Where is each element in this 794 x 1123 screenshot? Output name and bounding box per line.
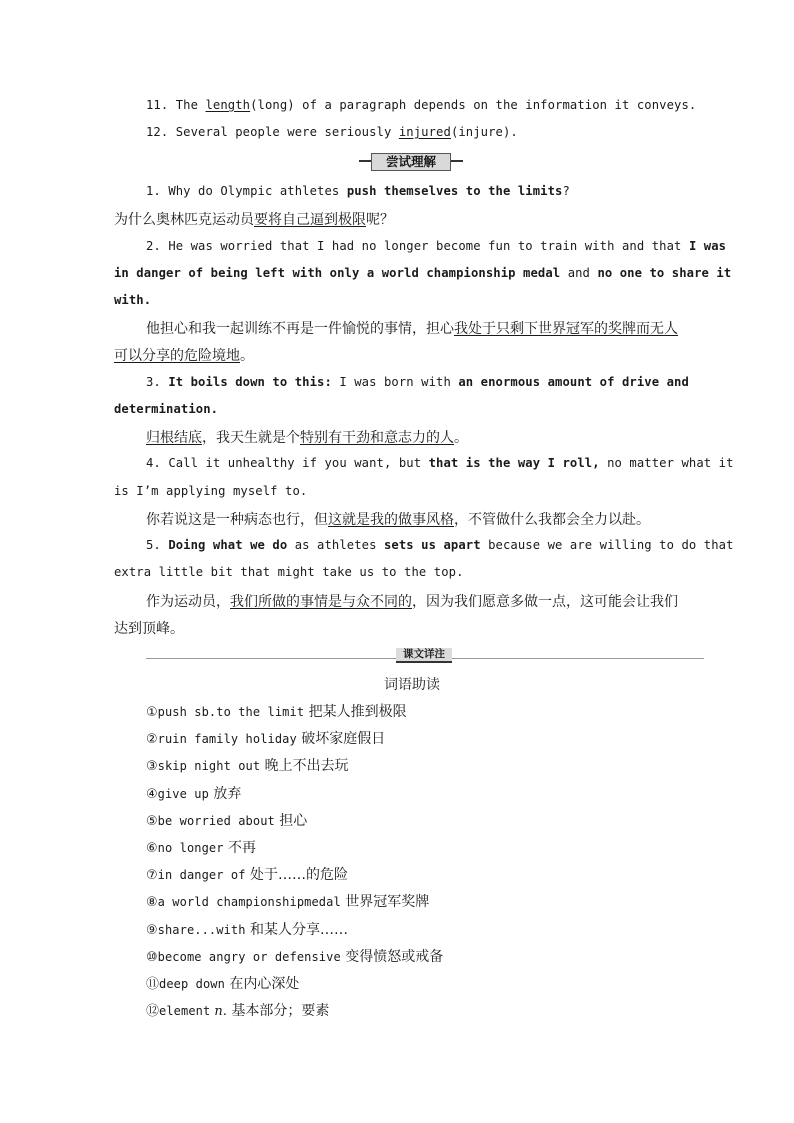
translation-key-phrase: 归根结底 xyxy=(146,430,202,446)
translation-key-phrase: 特别有干劲和意志力的人 xyxy=(300,430,454,446)
vocab-english: a world championshipmedal xyxy=(157,895,341,910)
sentence-key-phrase: in danger of being left with only a world championship medal xyxy=(114,266,561,280)
vocab-item xyxy=(146,728,385,748)
vocab-english: give up xyxy=(157,786,209,801)
item-answer: injured xyxy=(398,125,451,139)
sentence-key-phrase: push themselves to the limits xyxy=(346,184,563,198)
sentence-number: 3. xyxy=(146,375,161,389)
vocab-item xyxy=(146,1000,329,1020)
translation-1 xyxy=(114,209,394,229)
vocab-chinese: 基本部分；要素 xyxy=(226,1003,330,1020)
translation-text: 作为运动员， xyxy=(146,594,230,610)
fill-item-12 xyxy=(146,125,518,139)
sentence-4-line-2 xyxy=(114,484,307,498)
sentence-key-phrase: Doing what we do xyxy=(168,538,288,552)
vocab-chinese: 放弃 xyxy=(208,785,242,802)
vocab-english: ruin family holiday xyxy=(157,732,297,747)
sentence-key-phrase: It boils down to this: xyxy=(168,375,332,389)
sentence-key-phrase: no one to share it xyxy=(597,266,732,280)
vocab-number: ⑤ xyxy=(146,813,158,829)
vocab-number: ⑪ xyxy=(146,977,160,992)
section-tag: 课文详注 xyxy=(396,648,452,663)
vocab-item xyxy=(146,837,256,857)
vocab-number: ⑨ xyxy=(146,922,158,938)
vocab-chinese: 世界冠军奖牌 xyxy=(340,894,430,911)
translation-text: 你若说这是一种病态也行，但 xyxy=(146,512,328,528)
vocab-number: ② xyxy=(146,732,158,748)
vocab-number: ④ xyxy=(146,786,158,802)
translation-text: 为什么奥林匹克运动员 xyxy=(114,212,254,228)
vocab-chinese: 把某人推到极限 xyxy=(304,704,407,720)
item-number: 12. xyxy=(146,125,169,139)
vocab-english: no longer xyxy=(157,841,224,855)
translation-5-line-1 xyxy=(146,591,678,611)
item-number: 11. xyxy=(146,98,169,112)
vocab-item xyxy=(146,973,299,993)
sentence-text: He was worried that I had no longer become fun to train with and that xyxy=(168,239,682,253)
sentence-2-line-3 xyxy=(114,293,151,307)
vocab-item xyxy=(146,919,348,939)
translation-text: ，不管做什么我都会全力以赴。 xyxy=(454,512,650,528)
item-text: The xyxy=(175,98,199,112)
translation-key-phrase: 这就是我的做事风格 xyxy=(328,512,454,528)
vocab-item xyxy=(146,864,348,884)
sentence-text: Call it unhealthy if you want, but xyxy=(168,456,422,470)
translation-5-line-2 xyxy=(114,618,184,638)
vocab-english: share...with xyxy=(157,922,246,937)
sentence-number: 1. xyxy=(146,184,161,198)
translation-key-phrase: 我处于只剩下世界冠军的奖牌而无人 xyxy=(454,321,678,337)
vocab-number: ⑥ xyxy=(146,841,158,856)
vocab-number: ⑫ xyxy=(146,1004,160,1020)
translation-text: 呢？ xyxy=(366,212,394,228)
vocab-english: become angry or defensive xyxy=(157,949,341,964)
translation-3 xyxy=(146,427,468,447)
section-banner xyxy=(359,152,463,170)
item-text: (injure). xyxy=(450,125,518,139)
sentence-2-line-2 xyxy=(114,266,731,280)
vocab-chinese: 破坏家庭假日 xyxy=(296,731,386,748)
vocab-chinese: 和某人分享…… xyxy=(245,921,349,938)
sentence-number: 5. xyxy=(146,538,161,552)
translation-2-line-2 xyxy=(114,345,254,365)
vocab-chinese: 晚上不出去玩 xyxy=(260,758,349,775)
sentence-text: is I’m applying myself to. xyxy=(114,484,308,498)
vocab-chinese: 担心 xyxy=(274,812,308,829)
translation-key-phrase: 可以分享的危险境地 xyxy=(114,348,240,364)
vocab-english: in danger of xyxy=(157,868,246,883)
vocab-number: ⑦ xyxy=(146,868,158,884)
vocab-number: ③ xyxy=(146,759,158,775)
sentence-number: 4. xyxy=(146,456,161,470)
sentence-key-phrase: determination. xyxy=(114,402,219,416)
sentence-5-line-1 xyxy=(146,538,734,552)
vocab-item xyxy=(146,783,241,803)
sentence-key-phrase: sets us apart xyxy=(384,538,481,552)
vocab-number: ⑧ xyxy=(146,895,158,911)
vocab-pos: n. xyxy=(210,1004,227,1020)
vocab-english: element xyxy=(159,1004,211,1019)
vocab-english: push sb.to the limit xyxy=(157,705,305,719)
translation-key-phrase: 我们所做的事情是与众不同的 xyxy=(230,594,412,610)
translation-text: 他担心和我一起训练不再是一件愉悦的事情，担心 xyxy=(146,321,454,337)
vocab-english: be worried about xyxy=(157,813,275,828)
vocab-item xyxy=(146,701,407,721)
vocab-number: ① xyxy=(146,705,158,720)
translation-2-line-1 xyxy=(146,318,678,338)
sentence-text: I was born with xyxy=(339,375,451,389)
translation-text: ，因为我们愿意多做一点，这可能会让我们 xyxy=(412,594,678,610)
fill-item-11 xyxy=(146,98,696,112)
vocab-number: ⑩ xyxy=(146,949,158,965)
sentence-3-line-1 xyxy=(146,375,689,389)
vocab-chinese: 变得愤怒或戒备 xyxy=(340,948,444,965)
sentence-2-line-1 xyxy=(146,239,726,253)
sentence-key-phrase: an enormous amount of drive and xyxy=(458,375,689,389)
item-answer: length xyxy=(205,98,251,112)
sentence-text: Why do Olympic athletes xyxy=(168,184,340,198)
sentence-key-phrase: with. xyxy=(114,293,152,307)
translation-key-phrase: 要将自己逼到极限 xyxy=(254,212,366,228)
vocab-chinese: 在内心深处 xyxy=(224,976,300,992)
item-text: Several people were seriously xyxy=(175,125,392,139)
vocab-chinese: 不再 xyxy=(223,840,257,856)
vocab-english: deep down xyxy=(159,977,225,991)
sentence-4-line-1 xyxy=(146,456,734,470)
sentence-text: because we are willing to do that xyxy=(488,538,734,552)
vocab-english: skip night out xyxy=(157,759,261,774)
vocab-item xyxy=(146,755,349,775)
sentence-key-phrase: I was xyxy=(688,239,727,253)
sentence-text: and xyxy=(567,266,590,280)
banner-title: 尝试理解 xyxy=(371,153,451,171)
translation-4 xyxy=(146,509,650,529)
translation-text: ，我天生就是个 xyxy=(202,430,300,446)
sentence-3-line-2 xyxy=(114,402,218,416)
section-divider xyxy=(146,648,704,662)
item-text: (long) of a paragraph depends on the information it conveys. xyxy=(250,98,697,112)
vocab-item xyxy=(146,946,443,966)
translation-text: 达到顶峰。 xyxy=(114,621,184,637)
sentence-5-line-2 xyxy=(114,565,464,579)
sentence-key-phrase: that is the way I roll, xyxy=(428,456,600,470)
sentence-number: 2. xyxy=(146,239,161,253)
vocab-item xyxy=(146,891,429,911)
sentence-1 xyxy=(146,184,570,198)
translation-text: 。 xyxy=(240,348,254,364)
sentence-text: no matter what it xyxy=(607,456,734,470)
vocab-item xyxy=(146,810,307,830)
sentence-text: as athletes xyxy=(294,538,377,552)
sentence-text: extra little bit that might take us to the top. xyxy=(114,565,464,579)
translation-text: 。 xyxy=(454,430,468,446)
sentence-text: ? xyxy=(562,184,570,198)
vocab-chinese: 处于……的危险 xyxy=(245,867,349,884)
vocab-heading: 词语助读 xyxy=(384,677,440,693)
